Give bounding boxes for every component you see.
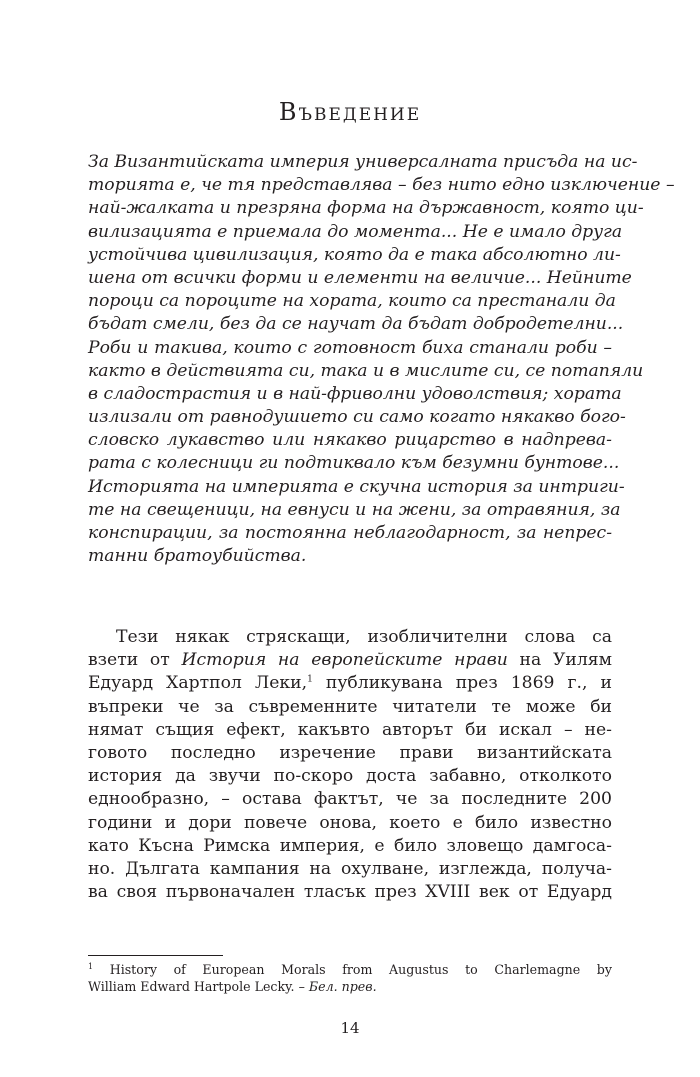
body-text: на Уилям	[507, 650, 612, 671]
body-line: години и дори повече онова, което е било известно	[88, 812, 612, 833]
quote-line: танни братоубийства.	[88, 546, 307, 567]
quote-line: излизали от равнодушието си само когато някакво бого-	[88, 407, 626, 428]
quote-line: словско лукавство или някакво рицарство в надпрева-	[88, 430, 612, 451]
body-line: нямат същия ефект, какъвто авторът би искал – не-	[88, 719, 612, 740]
footnote-text: William Edward Hartpole Lecky. –	[88, 979, 309, 994]
body-paragraph	[88, 626, 612, 904]
footnote-text: History of European Morals from Augustus to Charlemagne by	[93, 962, 612, 977]
quote-line: пороци са пороците на хората, които са престанали да	[88, 291, 616, 312]
chapter-title: Въведение	[278, 98, 422, 126]
footnote-divider	[88, 955, 223, 956]
body-line: ва своя първоначален тласък през XVIII век от Едуард	[88, 882, 612, 903]
body-line	[88, 649, 612, 672]
quote-line: в сладострастия и в най-фриволни удоволствия; хората	[88, 383, 622, 404]
quote-line: Роби и такива, които с готовност биха станали роби –	[88, 337, 612, 358]
quote-line: За Византийската империя универсалната присъда на ис-	[88, 152, 638, 172]
body-line: история да звучи по-скоро доста забавно, отколкото	[88, 766, 612, 787]
body-line: въпреки че за съвременните читатели те може би	[88, 696, 612, 717]
body-text: взети от	[88, 650, 182, 671]
quote-line: както в действията си, така и в мислите си, се потапяли	[88, 360, 644, 381]
body-line: еднообразно, – остава фактът, че за последните 200	[88, 789, 612, 810]
quote-line: рата с колесници ги подтиквало към безумни бунтове...	[88, 453, 620, 474]
body-line: говото последно изречение прави византийската	[88, 742, 612, 763]
book-title-reference: История на европейските нрави	[181, 650, 508, 671]
quote-line: конспирации, за постоянна неблагодарност, за непрес-	[88, 523, 612, 543]
quote-line: те на свещеници, на евнуси и на жени, за отравяния, за	[88, 499, 621, 520]
epigraph-quote	[88, 151, 675, 568]
footnote-reference[interactable]: 1	[307, 674, 313, 685]
translator-note: Бел. прев.	[308, 979, 377, 994]
page-number: 14	[340, 1019, 360, 1037]
quote-line: най-жалката и презряна форма на държавност, която ци-	[88, 198, 644, 219]
footnote	[88, 961, 612, 995]
body-text: публикувана през 1869 г., и	[312, 673, 612, 694]
quote-line: торията е, че тя представлява – без нито едно изключение –	[88, 175, 675, 196]
footnote-line	[88, 978, 612, 995]
book-page	[88, 0, 675, 1077]
body-line: като Късна Римска империя, е било зловещо дамгоса-	[88, 835, 612, 856]
quote-line: бъдат смели, без да се научат да бъдат добродетелни...	[88, 314, 624, 335]
body-line	[88, 672, 612, 695]
footnote-line	[88, 961, 612, 978]
footnote-marker: 1	[88, 961, 94, 971]
body-line: Тези някак стряскащи, изобличителни слова са	[116, 627, 612, 647]
body-text: Едуард Хартпол Леки,	[88, 673, 308, 694]
quote-line: вилизацията е приемала до момента... Не е имало друга	[88, 221, 623, 242]
quote-line: шена от всички форми и елементи на величие... Нейните	[88, 267, 632, 288]
quote-line: Историята на империята е скучна история за интриги-	[88, 476, 625, 497]
body-line: но. Дългата кампания на охулване, изглежда, получа-	[88, 858, 612, 879]
quote-line: устойчива цивилизация, която да е така абсолютно ли-	[88, 244, 621, 265]
